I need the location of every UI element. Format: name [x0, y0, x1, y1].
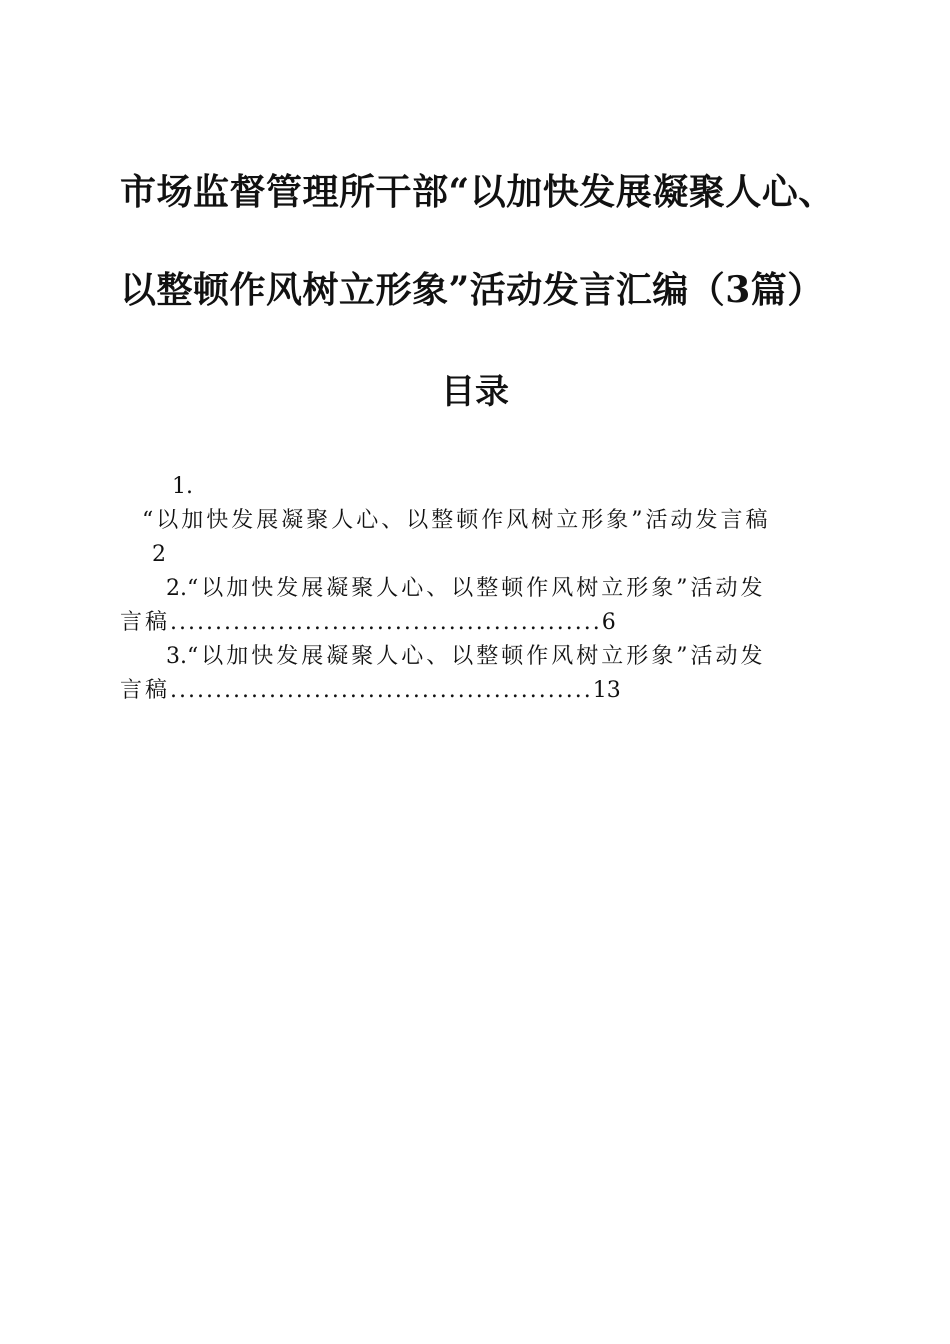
toc-entry-title-continued[interactable]: 言稿: [120, 678, 171, 703]
toc-entry-page: 6: [601, 610, 616, 635]
toc-entry-number: 3.: [166, 644, 187, 669]
document-title-line-2: 以整顿作风树立形象”活动发言汇编（3篇）: [120, 269, 824, 311]
toc-heading: 目录: [441, 372, 509, 412]
toc-entry-title[interactable]: “以加快发展凝聚人心、以整顿作风树立形象”活动发: [187, 576, 766, 601]
toc-entry-title[interactable]: “以加快发展凝聚人心、以整顿作风树立形象”活动发: [187, 644, 766, 669]
toc-entry-page: 2: [152, 542, 166, 567]
toc-entry-title-continued[interactable]: 言稿: [120, 610, 171, 635]
toc-entry-number: 1.: [172, 474, 193, 499]
toc-entry-title[interactable]: “以加快发展凝聚人心、以整顿作风树立形象”活动发言稿: [142, 508, 771, 533]
table-of-contents: [120, 470, 830, 710]
toc-entry-number: 2.: [166, 576, 187, 601]
toc-entry-page: 13: [592, 678, 621, 703]
toc-dot-leader: ...............................................: [170, 678, 593, 703]
toc-dot-leader: ................................................: [170, 610, 602, 635]
document-title-line-1: 市场监督管理所干部“以加快发展凝聚人心、: [120, 171, 835, 213]
